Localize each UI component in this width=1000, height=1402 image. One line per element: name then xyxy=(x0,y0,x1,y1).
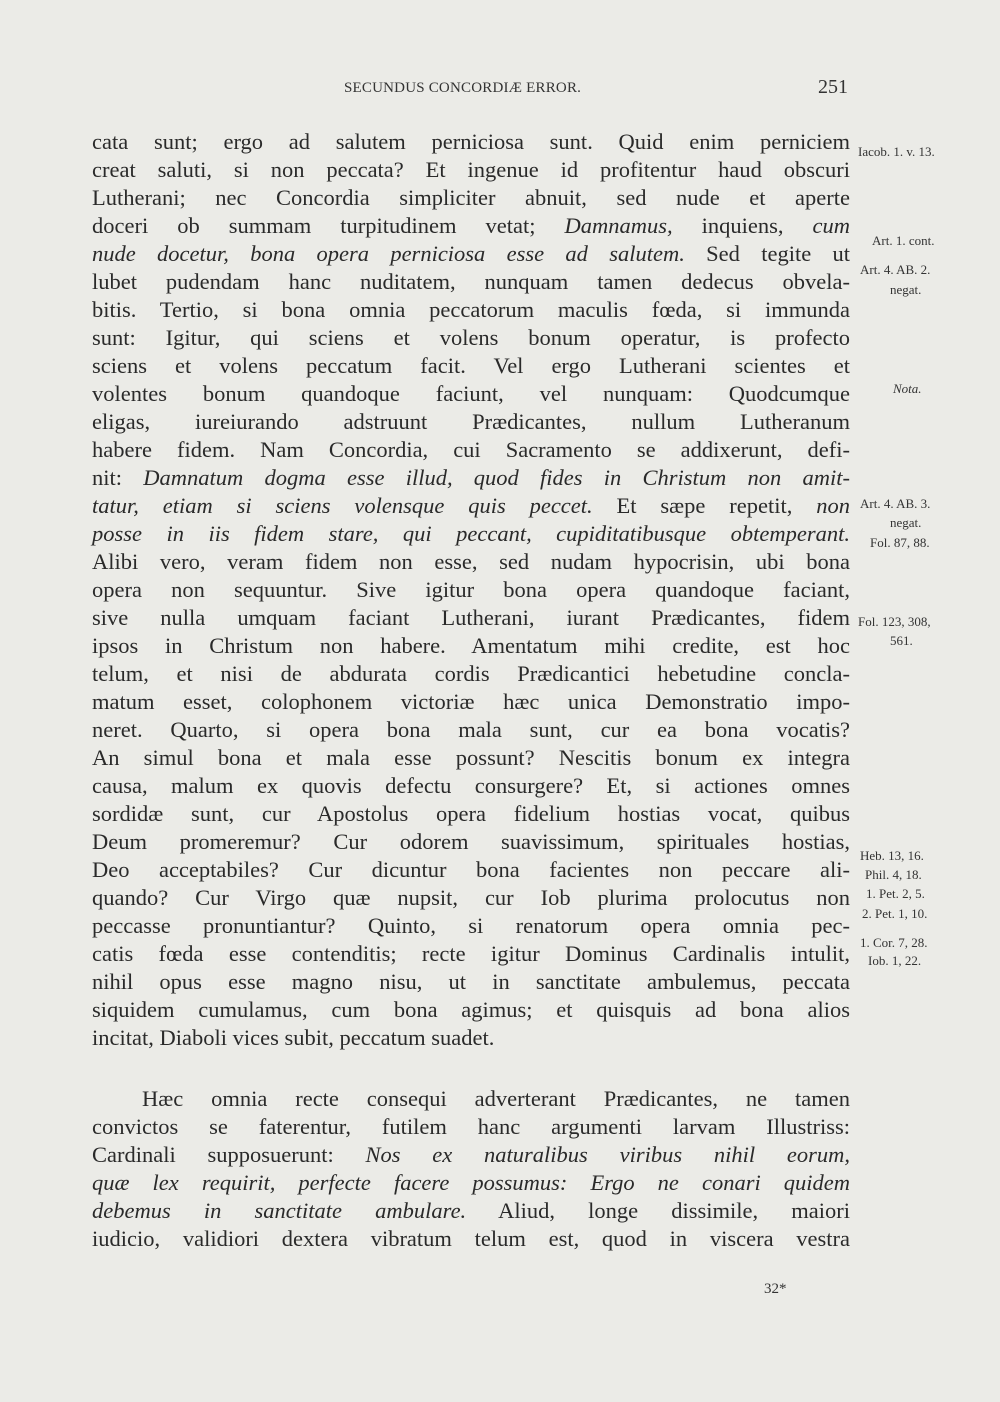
text-segment: catis fœda esse contenditis; recte igitur Dominus Cardinalis intulit, xyxy=(92,941,850,966)
text-line xyxy=(92,240,850,268)
text-line xyxy=(92,548,850,576)
text-line xyxy=(92,128,850,156)
margin-note: 1. Cor. 7, 28. xyxy=(860,935,928,950)
text-segment: volentes bonum quandoque faciunt, vel nunquam: Quodcumque xyxy=(92,381,850,406)
text-segment: ipsos in Christum non habere. Amentatum mihi credite, est hoc xyxy=(92,633,850,658)
text-line xyxy=(92,408,850,436)
text-line xyxy=(92,1169,850,1197)
text-segment: neret. Quarto, si opera bona mala sunt, cur ea bona vocatis? xyxy=(92,717,850,742)
text-line xyxy=(92,1141,850,1169)
text-segment: iudicio, validiori dextera vibratum telum est, quod in viscera vestra xyxy=(92,1226,850,1251)
margin-note: 561. xyxy=(890,633,913,648)
text-line xyxy=(92,492,850,520)
text-segment: Et sæpe repetit, xyxy=(592,493,817,518)
text-segment: quando? Cur Virgo quæ nupsit, cur Iob plurima prolocutus non xyxy=(92,885,850,910)
text-segment: Aliud, longe dissimile, maiori xyxy=(466,1198,850,1223)
margin-note: 1. Pet. 2, 5. xyxy=(866,886,925,901)
margin-note: Art. 4. AB. 2. xyxy=(860,262,931,277)
page-number: 251 xyxy=(818,76,848,98)
text-line xyxy=(92,604,850,632)
text-segment: Cardinali supposuerunt: xyxy=(92,1142,366,1167)
margin-note: Nota. xyxy=(893,381,922,396)
text-line xyxy=(92,212,850,240)
italic-text: nude docetur, bona opera perniciosa esse ad salutem. xyxy=(92,241,685,266)
text-line xyxy=(92,996,850,1024)
text-line xyxy=(92,912,850,940)
text-segment: eligas, iureiurando adstruunt Prædicantes, nullum Lutheranum xyxy=(92,409,850,434)
text-segment: Sed tegite ut xyxy=(684,241,850,266)
text-segment: doceri ob summam turpitudinem vetat; xyxy=(92,213,565,238)
running-title: SECUNDUS CONCORDIÆ ERROR. xyxy=(344,80,582,96)
italic-text: debemus in sanctitate ambulare. xyxy=(92,1198,467,1223)
text-line xyxy=(92,1024,850,1052)
italic-text: Damnatum dogma esse illud, quod fides in Christum non amit- xyxy=(143,465,850,490)
italic-text: Damnamus, xyxy=(564,213,673,238)
text-line xyxy=(92,324,850,352)
margin-note: Iob. 1, 22. xyxy=(868,953,922,968)
text-segment: Hæc omnia recte consequi adverterant Prædicantes, ne tamen xyxy=(142,1086,850,1111)
text-segment: lubet pudendam hanc nuditatem, nunquam tamen dedecus obvela- xyxy=(92,269,850,294)
italic-text: tatur, etiam si sciens volensque quis peccet. xyxy=(92,493,593,518)
text-segment: bitis. Tertio, si bona omnia peccatorum maculis fœda, si immunda xyxy=(92,297,850,322)
text-segment: causa, malum ex quovis defectu consurgere? Et, si actiones omnes xyxy=(92,773,850,798)
text-line xyxy=(92,1225,850,1253)
text-line xyxy=(92,968,850,996)
italic-text: quæ lex requirit, perfecte facere possumus: Ergo ne conari quidem xyxy=(92,1170,850,1195)
text-line xyxy=(92,828,850,856)
text-segment: sive nulla umquam faciant Lutherani, iurant Prædicantes, fidem xyxy=(92,605,850,630)
text-line xyxy=(92,800,850,828)
text-segment: siquidem cumulamus, cum bona agimus; et quisquis ad bona alios xyxy=(92,997,850,1022)
text-line xyxy=(92,660,850,688)
margin-note: 2. Pet. 1, 10. xyxy=(862,906,928,921)
text-segment: Alibi vero, veram fidem non esse, sed nudam hypocrisin, ubi bona xyxy=(92,549,850,574)
text-segment: An simul bona et mala esse possunt? Nescitis bonum ex integra xyxy=(92,745,850,770)
text-line xyxy=(92,772,850,800)
text-line xyxy=(92,884,850,912)
margin-note: Art. 1. cont. xyxy=(872,233,935,248)
text-segment: habere fidem. Nam Concordia, cui Sacramento se addixerunt, defi- xyxy=(92,437,850,462)
text-line xyxy=(92,1113,850,1141)
italic-text: Nos ex naturalibus viribus nihil eorum, xyxy=(365,1142,850,1167)
text-segment: sordidæ sunt, cur Apostolus opera fidelium hostias vocat, quibus xyxy=(92,801,850,826)
text-segment: nit: xyxy=(92,465,144,490)
text-segment: nihil opus esse magno nisu, ut in sanctitate ambulemus, peccata xyxy=(92,969,850,994)
text-segment: Deum promeremur? Cur odorem suavissimum, spirituales hostias, xyxy=(92,829,850,854)
text-line xyxy=(92,856,850,884)
text-segment: convictos se faterentur, futilem hanc argumenti larvam Illustriss: xyxy=(92,1114,850,1139)
text-line xyxy=(92,940,850,968)
text-line xyxy=(92,688,850,716)
text-segment: Deo acceptabiles? Cur dicuntur bona facientes non peccare ali- xyxy=(92,857,850,882)
signature-mark: 32* xyxy=(764,1281,787,1297)
margin-note: Heb. 13, 16. xyxy=(860,848,924,863)
text-line xyxy=(92,268,850,296)
margin-note: Fol. 87, 88. xyxy=(870,535,930,550)
text-line xyxy=(92,436,850,464)
margin-note: negat. xyxy=(890,515,922,530)
margin-note: Phil. 4, 18. xyxy=(865,867,922,882)
text-segment: Lutherani; nec Concordia simpliciter abnuit, sed nude et aperte xyxy=(92,185,850,210)
margin-note: Art. 4. AB. 3. xyxy=(860,496,931,511)
text-line xyxy=(92,464,850,492)
text-line xyxy=(92,576,850,604)
italic-text: posse in iis fidem stare, qui peccant, cupiditatibusque obtemperant. xyxy=(92,521,850,546)
text-segment: opera non sequuntur. Sive igitur bona opera quandoque faciant, xyxy=(92,577,850,602)
margin-note: Iacob. 1. v. 13. xyxy=(858,144,935,159)
text-line xyxy=(92,156,850,184)
text-line xyxy=(92,1197,850,1225)
text-line xyxy=(92,296,850,324)
text-segment: inquiens, xyxy=(672,213,813,238)
italic-text: cum xyxy=(812,213,850,238)
text-line xyxy=(142,1085,850,1113)
text-line xyxy=(92,744,850,772)
margin-note: negat. xyxy=(890,282,922,297)
text-segment: incitat, Diaboli vices subit, peccatum suadet. xyxy=(92,1025,495,1050)
text-line xyxy=(92,632,850,660)
margin-note: Fol. 123, 308, xyxy=(858,614,931,629)
text-segment: telum, et nisi de abdurata cordis Prædicantici hebetudine concla- xyxy=(92,661,850,686)
text-line xyxy=(92,380,850,408)
text-segment: creat saluti, si non peccata? Et ingenue id profitentur haud obscuri xyxy=(92,157,850,182)
text-line xyxy=(92,352,850,380)
text-line xyxy=(92,716,850,744)
text-line xyxy=(92,520,850,548)
text-segment: sunt: Igitur, qui sciens et volens bonum operatur, is profecto xyxy=(92,325,850,350)
text-segment: peccasse pronuntiantur? Quinto, si renatorum opera omnia pec- xyxy=(92,913,850,938)
text-segment: cata sunt; ergo ad salutem perniciosa sunt. Quid enim perniciem xyxy=(92,129,850,154)
text-segment: matum esset, colophonem victoriæ hæc unica Demonstratio impo- xyxy=(92,689,850,714)
italic-text: non xyxy=(816,493,851,518)
text-line xyxy=(92,184,850,212)
text-segment: sciens et volens peccatum facit. Vel ergo Lutherani scientes et xyxy=(92,353,850,378)
